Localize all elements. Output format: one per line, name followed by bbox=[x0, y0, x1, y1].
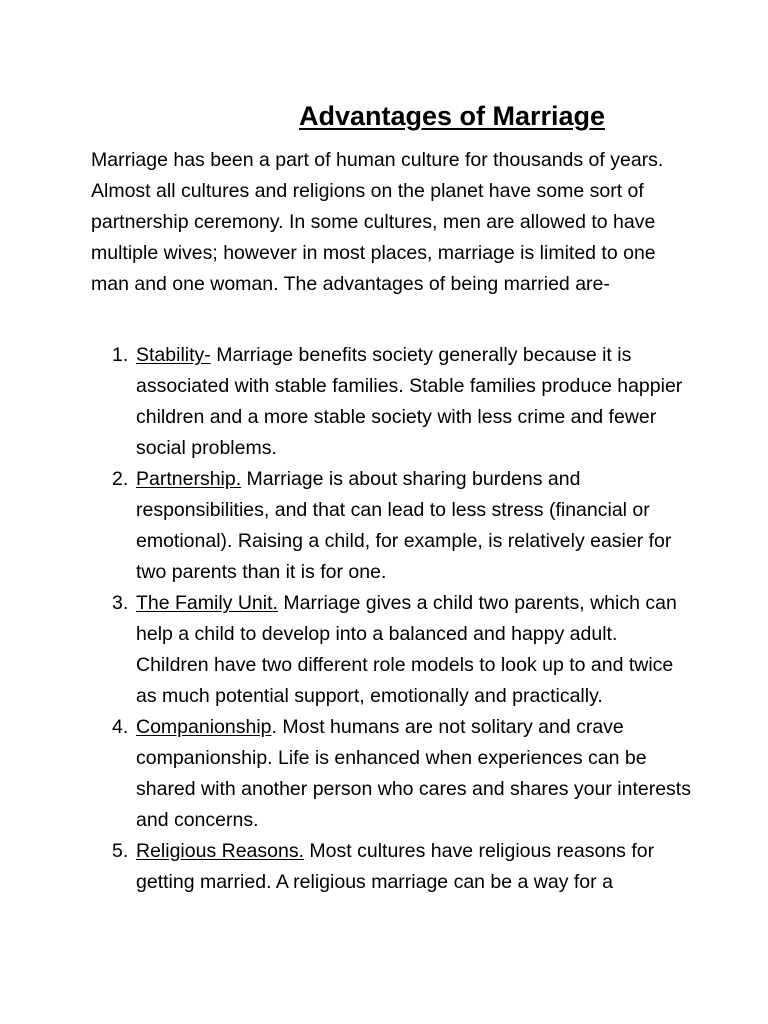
list-item-heading: Companionship bbox=[136, 716, 272, 738]
list-item-text: . Most humans are not solitary and crave companionship. Life is enhanced when experiences can be shared with another person who cares and shares your interests and concerns. bbox=[136, 716, 691, 831]
list-item-heading: Religious Reasons. bbox=[136, 840, 305, 862]
list-item-text: Marriage is about sharing burdens and responsibilities, and that can lead to less stress (financial or emotional). Raising a child, for example, is relatively easier for two parents than it is for one. bbox=[136, 468, 672, 583]
list-item-heading: Partnership. bbox=[136, 468, 242, 490]
list-item-number: 5. bbox=[112, 840, 129, 862]
list-item-heading: Stability- bbox=[136, 344, 211, 366]
list-item-number: 2. bbox=[112, 468, 129, 490]
list-item bbox=[91, 712, 691, 836]
list-item-number: 3. bbox=[112, 592, 129, 614]
list-item bbox=[91, 836, 691, 898]
document-title: Advantages of Marriage bbox=[298, 101, 606, 131]
list-item bbox=[91, 464, 691, 588]
list-item bbox=[91, 340, 691, 464]
list-item-number: 1. bbox=[112, 344, 129, 366]
list-item-text: Most cultures have religious reasons for getting married. A religious marriage can be a way for a bbox=[136, 840, 655, 893]
list-item-number: 4. bbox=[112, 716, 129, 738]
list-item-text: Marriage benefits society generally because it is associated with stable families. Stable families produce happier children and a more stable society with less crime and fewer social problems. bbox=[136, 344, 683, 459]
advantages-list bbox=[91, 340, 691, 898]
list-item-text: Marriage gives a child two parents, which can help a child to develop into a balanced and happy adult. Children have two different role models to look up to and twice as much potential support, emotionally and practically. bbox=[136, 592, 677, 707]
list-item-heading: The Family Unit. bbox=[136, 592, 278, 614]
list-item bbox=[91, 588, 691, 712]
intro-paragraph: Marriage has been a part of human culture for thousands of years. Almost all cultures and religions on the planet have some sort of partnership ceremony. In some cultures, men are allowed to have multiple wives; however in most places, marriage is limited to one man and one woman. The advantages of being married are- bbox=[91, 149, 664, 295]
